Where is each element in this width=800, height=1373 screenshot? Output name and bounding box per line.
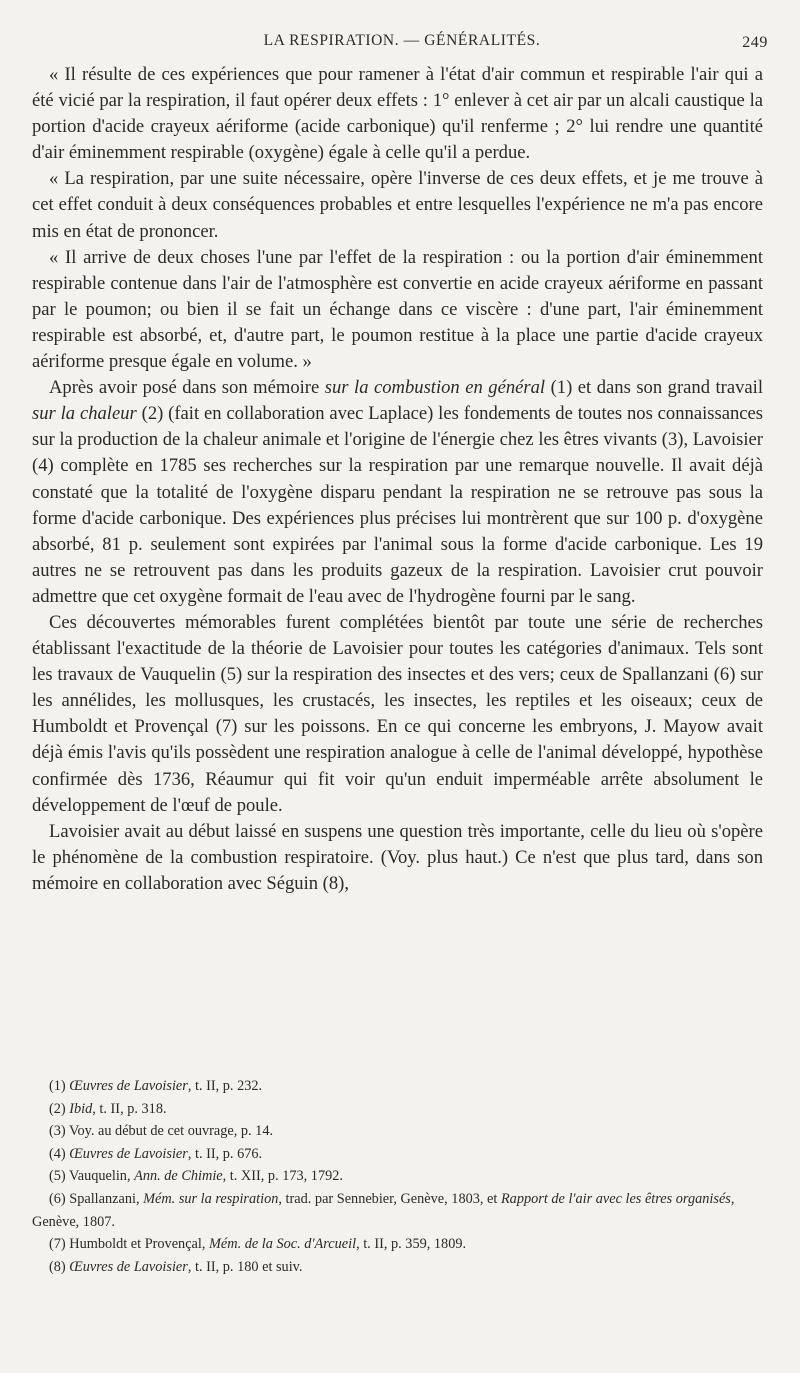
page-number: 249: [742, 34, 768, 51]
text-run: (6) Spallanzani,: [49, 1190, 144, 1207]
footnote-3: [32, 1120, 763, 1143]
italic-run: sur la combustion en général: [324, 377, 546, 399]
paragraph-5: [32, 610, 763, 819]
text-run: (2) (fait en collaboration avec Laplace) les fondements de toutes nos connaissances sur la production de la chaleur animale et l'origine de l'énergie chez les êtres vivants (3), Lavoisier (4) complète en 1785 ses recherches sur la respiration par une remarque nouvelle. Il avait déjà constaté que la totalité de l'oxygène disparu pendant la respiration ne se retrouve pas sous la forme d'acide carbonique. Des expériences plus précises lui montrèrent que sur 100 p. d'oxygène absorbé, 81 p. seulement sont expirées par l'animal sous la forme d'acide carbonique. Les 19 autres ne se retrouvent pas dans les produits gazeux de la respiration. Lavoisier crut pouvoir admettre que cet oxygène formait de l'eau avec de l'hydrogène fourni par le sang.: [32, 403, 764, 607]
text-run: Après avoir posé dans son mémoire: [49, 377, 325, 399]
body-text: [32, 62, 763, 897]
text-run: (3) Voy. au début de cet ouvrage, p. 14.: [49, 1123, 274, 1140]
italic-run: sur la chaleur: [32, 403, 137, 425]
footnote-5: [32, 1165, 763, 1188]
footnote-7: [32, 1233, 763, 1256]
text-run: , t. II, p. 318.: [92, 1100, 167, 1117]
italic-run: Œuvres de Lavoisier: [69, 1145, 188, 1162]
text-run: , t. II, p. 232.: [187, 1078, 263, 1094]
text-run: « Il arrive de deux choses l'une par l'effet de la respiration : ou la portion d'air éminemment respirable contenue dans l'air de l'atmosphère est convertie en acide crayeux aériforme en passant par le poumon; ou bien il se fait un échange dans ce viscère : d'une part, l'air éminemment respirable est absorbé, et, d'autre part, le poumon restitue à la place une partie d'acide crayeux aériforme presque égale en volume. »: [32, 246, 763, 373]
text-run: , t. II, p. 359, 1809.: [356, 1236, 467, 1253]
text-run: , trad. par Sennebier, Genève, 1803, et: [278, 1190, 501, 1207]
italic-run: Rapport de l'air avec les êtres organisés: [500, 1190, 731, 1207]
paragraph-6: [32, 819, 763, 897]
paragraph-3: [32, 245, 763, 375]
italic-run: Ibid: [69, 1100, 93, 1117]
footnote-2: [32, 1098, 763, 1121]
text-run: , t. XII, p. 173, 1792.: [222, 1168, 343, 1185]
text-run: (5) Vauquelin,: [49, 1168, 135, 1185]
text-run: (1) et dans son grand travail: [545, 377, 764, 399]
italic-run: Mém. sur la respiration: [143, 1190, 279, 1207]
text-run: (4): [49, 1145, 70, 1162]
paragraph-4: [32, 375, 763, 610]
footnote-4: [32, 1143, 763, 1166]
footnote-8: [32, 1256, 763, 1279]
text-run: (2): [49, 1100, 70, 1117]
text-run: , t. II, p. 180 et suiv.: [187, 1258, 303, 1275]
running-title: LA RESPIRATION. — GÉNÉRALITÉS.: [263, 32, 541, 49]
text-run: (1): [49, 1078, 70, 1094]
text-run: , Genève, 1807.: [32, 1190, 735, 1230]
italic-run: Mém. de la Soc. d'Arcueil: [209, 1236, 357, 1253]
paragraph-1: [32, 62, 763, 166]
italic-run: Œuvres de Lavoisier: [69, 1258, 188, 1275]
text-run: , t. II, p. 676.: [187, 1145, 263, 1162]
italic-run: Œuvres de Lavoisier: [69, 1078, 188, 1094]
text-run: Lavoisier avait au début laissé en suspens une question très importante, celle du lieu où s'opère le phénomène de la combustion respiratoire. (Voy. plus haut.) Ce n'est que plus tard, dans son mémoire en collaboration avec Séguin (8),: [32, 820, 763, 894]
footnotes: [32, 1075, 763, 1278]
footnote-1: [32, 1075, 763, 1098]
text-run: « Il résulte de ces expériences que pour ramener à l'état d'air commun et respirable l'air qui a été vicié par la respiration, il faut opérer deux effets : 1° enlever à cet air par un alcali caustique la portion d'acide crayeux aériforme (acide carbonique) qu'il renferme ; 2° lui rendre une quantité d'air éminemment respirable (oxygène) égale à celle qu'il a perdue.: [32, 64, 763, 164]
text-run: (7) Humboldt et Provençal,: [49, 1236, 210, 1253]
text-run: (8): [49, 1258, 70, 1275]
running-header: [32, 28, 772, 56]
text-run: « La respiration, par une suite nécessaire, opère l'inverse de ces deux effets, et je me trouve à cet effet conduit à deux conséquences probables et entre lesquelles l'expérience ne m'a pas encore mis en état de prononcer.: [32, 168, 763, 242]
italic-run: Ann. de Chimie: [134, 1168, 223, 1185]
paragraph-2: [32, 166, 763, 244]
footnote-6: [32, 1188, 763, 1233]
text-run: Ces découvertes mémorables furent complétées bientôt par toute une série de recherches établissant l'exactitude de la théorie de Lavoisier pour toutes les catégories d'animaux. Tels sont les travaux de Vauquelin (5) sur la respiration des insectes et des vers; ceux de Spallanzani (6) sur les annélides, les mollusques, les crustacés, les insectes, les reptiles et les oiseaux; ceux de Humboldt et Provençal (7) sur les poissons. En ce qui concerne les embryons, J. Mayow avait déjà émis l'avis qu'ils possèdent une respiration analogue à celle de l'animal développé, hypothèse confirmée dès 1736, Réaumur qui fit voir qu'un enduit imperméable arrête absolument le développement de l'œuf de poule.: [32, 611, 763, 816]
